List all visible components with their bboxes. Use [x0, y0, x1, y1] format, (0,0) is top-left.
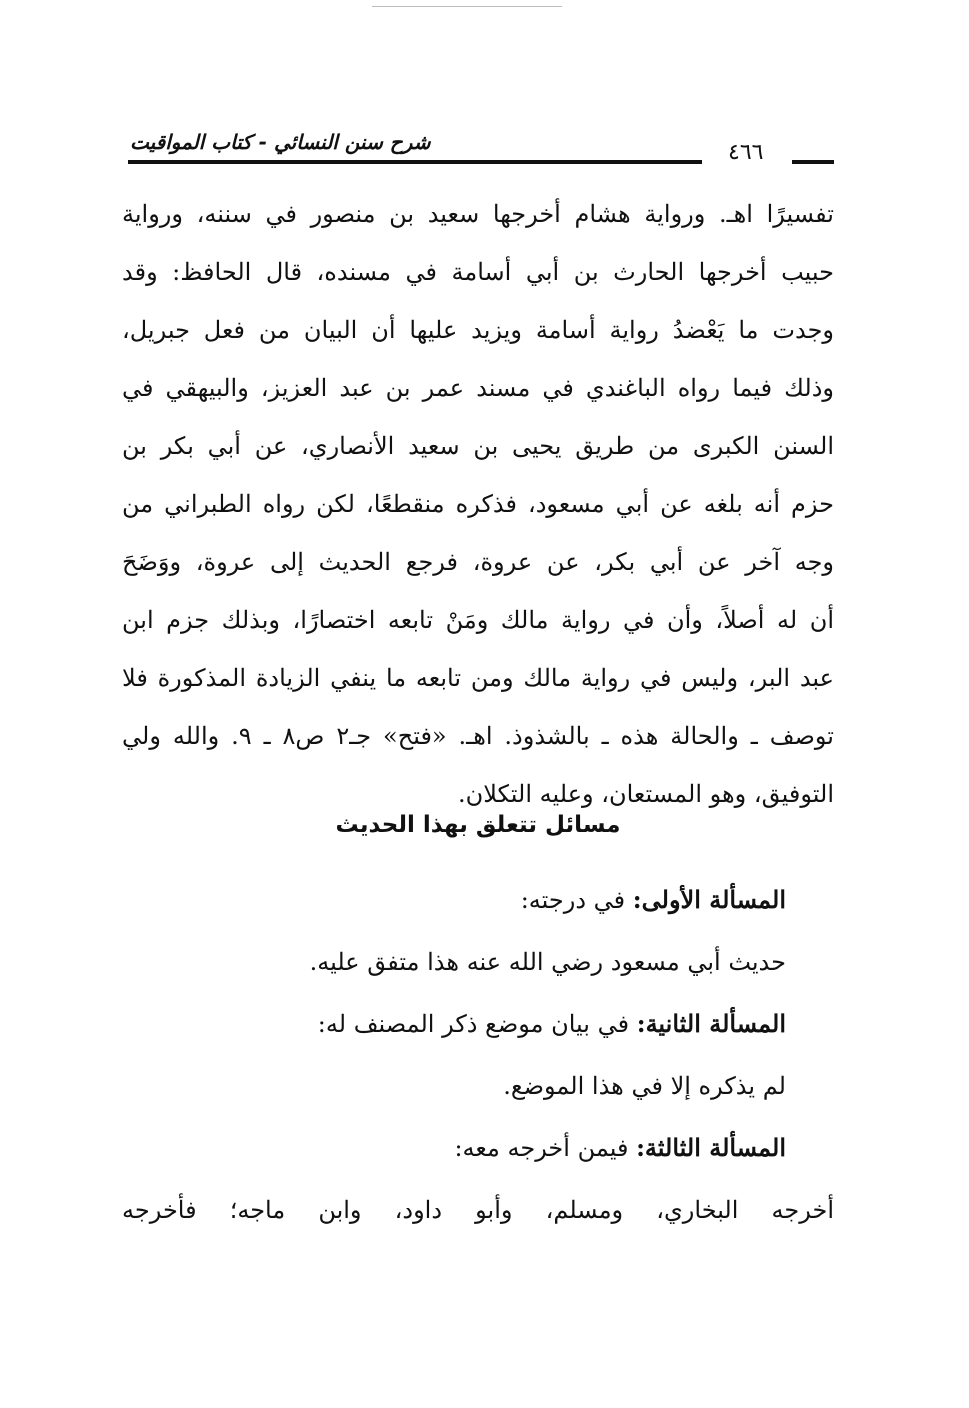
section-heading: مسائل تتعلق بهذا الحديث — [335, 812, 621, 838]
commentary-line: توصف ـ والحالة هذه ـ بالشذوذ. اهـ. «فتح» جـ٢ ص٨ ـ ٩. والله ولي — [122, 722, 834, 750]
commentary-line: أن له أصلاً، وأن في رواية مالك ومَنْ تابعه اختصارًا، وبذلك جزم ابن — [122, 606, 834, 634]
page-number: ٤٦٦ — [728, 140, 764, 165]
commentary-line: عبد البر، وليس في رواية مالك ومن تابعه ما ينفي الزيادة المذكورة فلا — [122, 664, 834, 692]
issue-second-label: المسألة الثانية: — [636, 1009, 786, 1038]
issue-first — [122, 872, 786, 934]
top-edge-rule — [372, 6, 562, 7]
issue-third-text: فيمن أخرجه معه: — [454, 1134, 629, 1162]
commentary-line: وذلك فيما رواه الباغندي في مسند عمر بن عبد العزيز، والبيهقي في — [122, 374, 834, 402]
commentary-paragraph — [122, 190, 834, 828]
issue-second-text: في بيان موضع ذكر المصنف له: — [317, 1010, 630, 1038]
issue-first-text: في درجته: — [520, 886, 626, 914]
issue-first-answer: حديث أبي مسعود رضي الله عنه هذا متفق عليه. — [309, 948, 786, 976]
running-header — [122, 124, 834, 168]
commentary-line: حزم أنه بلغه عن أبي مسعود، فذكره منقطعًا، لكن رواه الطبراني من — [122, 490, 834, 518]
commentary-line: السنن الكبرى من طريق يحيى بن سعيد الأنصاري، عن أبي بكر بن — [122, 432, 834, 460]
page-number-dash — [792, 160, 834, 164]
commentary-line: تفسيرًا اهـ. ورواية هشام أخرجها سعيد بن منصور في سننه، ورواية — [122, 200, 834, 228]
issue-third-answer: أخرجه البخاري، ومسلم، وأبو داود، وابن ماجه؛ فأخرجه — [122, 1196, 834, 1224]
issue-first-label: المسألة الأولى: — [632, 885, 786, 914]
issues-list — [122, 872, 834, 1244]
commentary-line: التوفيق، وهو المستعان، وعليه التكلان. — [457, 780, 834, 808]
header-title: شرح سنن النسائي - كتاب المواقيت — [130, 130, 431, 154]
issue-second — [122, 996, 786, 1058]
commentary-line: حبيب أخرجها الحارث بن أبي أسامة في مسنده، قال الحافظ: وقد — [122, 258, 834, 286]
commentary-line: وجه آخر عن أبي بكر، عن عروة، فرجع الحديث إلى عروة، ووَضَحَ — [122, 548, 834, 576]
issue-third — [122, 1120, 786, 1182]
issue-second-answer: لم يذكره إلا في هذا الموضع. — [503, 1072, 786, 1100]
header-rule — [128, 160, 702, 164]
issue-third-label: المسألة الثالثة: — [636, 1133, 786, 1162]
commentary-line: وجدت ما يَعْضدُ رواية أسامة ويزيد عليها أن البيان من فعل جبريل، — [122, 316, 834, 344]
